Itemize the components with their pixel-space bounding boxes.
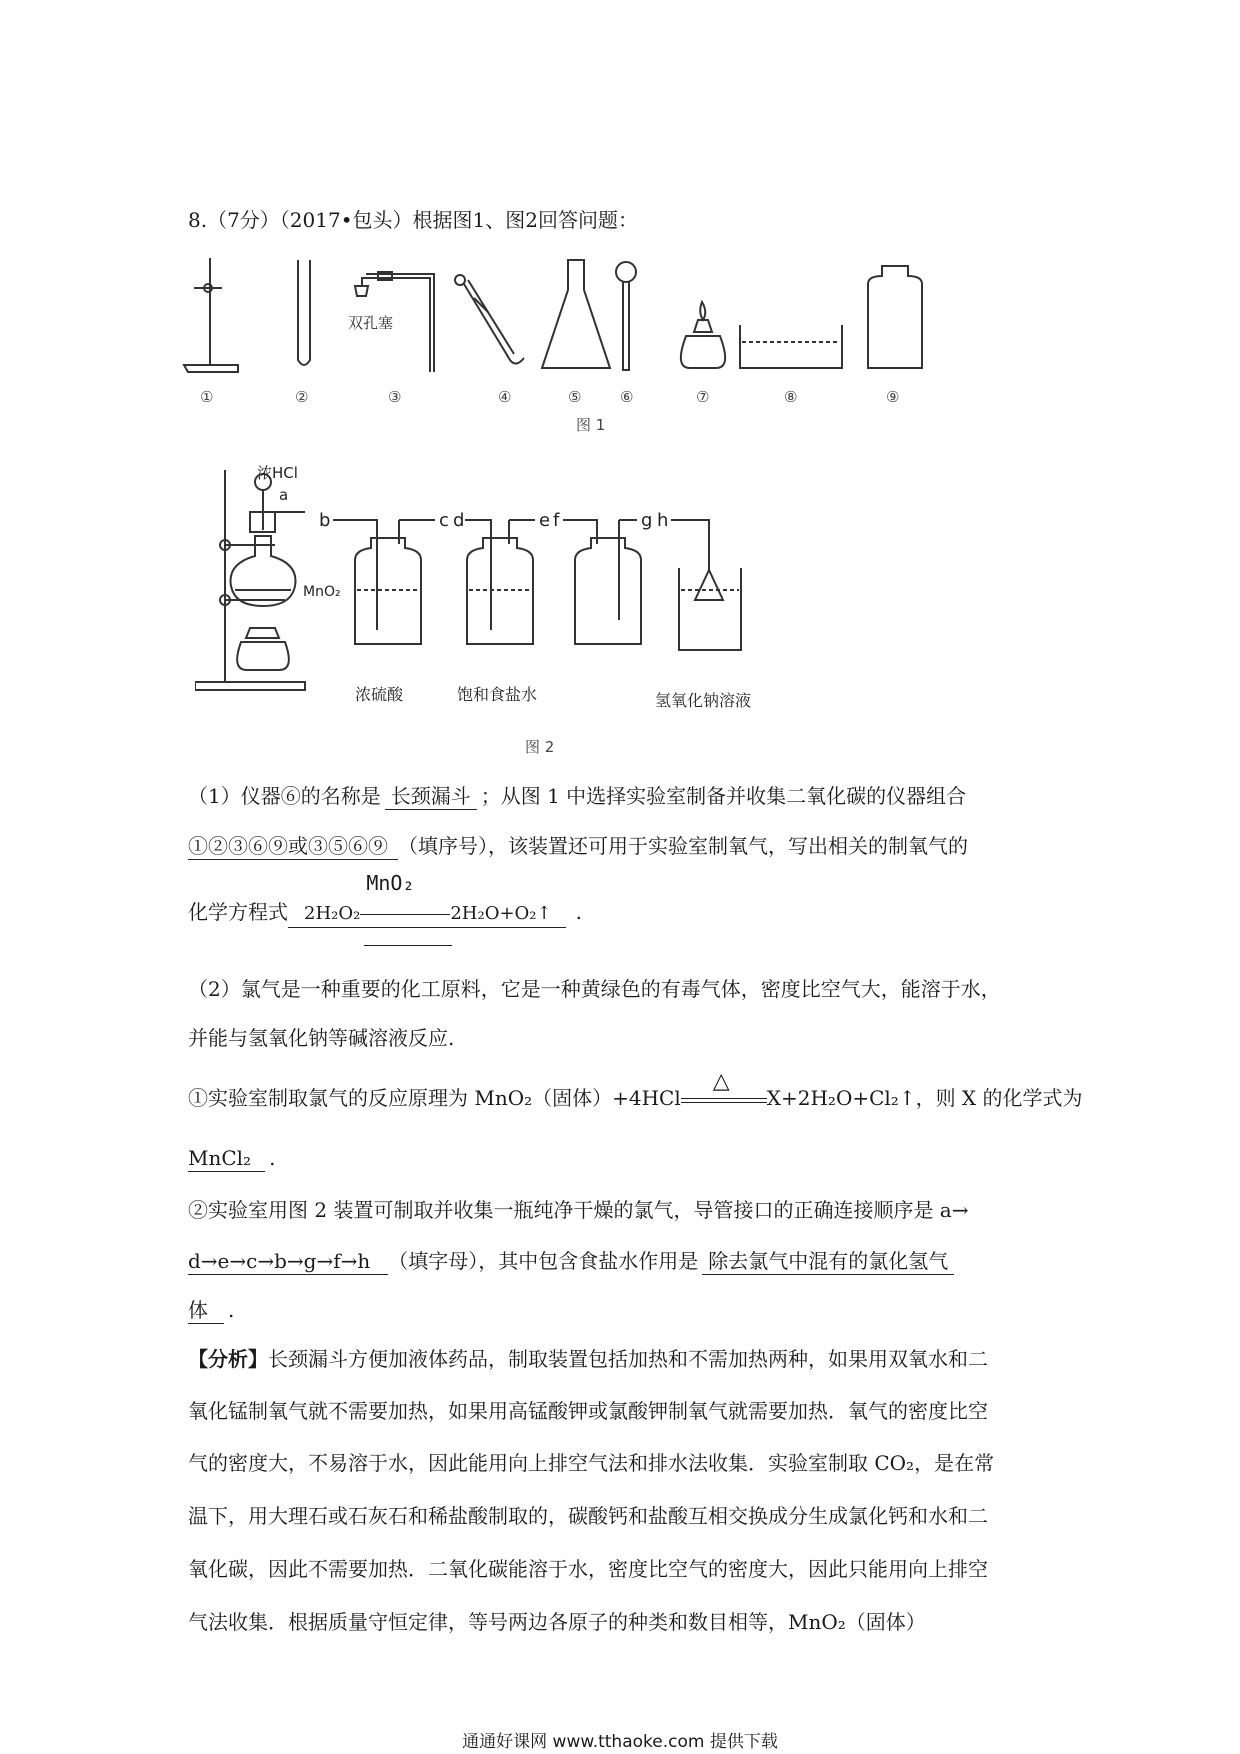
answer-equation: 2H₂O₂ MnO₂ 2H₂O+O₂↑ [288, 899, 566, 928]
saturated-brine-bottle-icon [465, 520, 535, 644]
fig1-number: ① [200, 388, 214, 406]
test-tube-icon [298, 260, 310, 365]
analysis-line6: 气法收集．根据质量守恒定律，等号两边各原子的种类和数目相等，MnO₂（固体） [188, 1610, 926, 1634]
figure-1-caption: 图 1 [576, 416, 606, 434]
port-label-b: b [319, 510, 331, 531]
answer-chemical-formula: MnCl₂ [188, 1145, 265, 1172]
heat-symbol: △ [712, 1068, 730, 1094]
conical-flask-icon [542, 260, 610, 368]
figure-1 [180, 250, 980, 440]
port-label-d: d [453, 510, 465, 531]
label-mno2: MnO₂ [303, 584, 341, 600]
label-conc-hcl: 浓HCl [257, 464, 298, 482]
conc-sulfuric-acid-bottle-icon [333, 520, 435, 644]
port-label-f: f [553, 510, 560, 531]
part2-line4: MnCl₂ . [188, 1146, 276, 1170]
fig1-number: ③ [388, 388, 402, 406]
fig1-number: ⑤ [568, 388, 582, 406]
label-naoh-solution: 氢氧化钠溶液 [655, 691, 752, 710]
part2-line2: 并能与氢氧化钠等碱溶液反应. [188, 1026, 455, 1050]
page-footer: 通通好课网 www.tthaoke.com 提供下载 [462, 1732, 778, 1752]
answer-connection-order: d→e→c→b→g→f→h [188, 1248, 388, 1275]
part2-line3: ①实验室制取氯气的反应原理为 MnO₂（固体）+4HCl △ X+2H₂O+Cl₂↑，则 X 的化学式为 [188, 1068, 1083, 1110]
figure-2-caption: 图 2 [525, 738, 555, 756]
analysis-line1: 【分析】长颈漏斗方便加液体药品，制取装置包括加热和不需加热两种，如果用双氧水和二 [188, 1347, 988, 1371]
answer-apparatus-combo: ①②③⑥⑨或③⑤⑥⑨ [188, 833, 398, 860]
stopper-label: 双孔塞 [348, 314, 394, 332]
gas-bottle-icon [868, 266, 922, 368]
answer-brine-purpose: 除去氯气中混有的氯化氢气 [702, 1248, 954, 1275]
label-saturated-brine: 饱和食盐水 [457, 685, 538, 704]
alcohol-lamp-icon [681, 302, 725, 368]
part1-line3: 化学方程式 2H₂O₂ MnO₂ 2H₂O+O₂↑ . [188, 898, 582, 928]
port-label-e: e [539, 510, 551, 531]
question-header: 8.（7分）（2017•包头）根据图1、图2回答问题： [188, 208, 638, 232]
figure-2 [195, 460, 875, 760]
sodium-hydroxide-beaker-icon [671, 520, 741, 650]
part2-line6: d→e→c→b→g→f→h （填字母），其中包含食盐水作用是 除去氯气中混有的氯化氢气 [188, 1247, 954, 1275]
port-label-c: c [439, 510, 449, 531]
fig1-number: ⑥ [620, 388, 634, 406]
fig1-number: ② [295, 388, 309, 406]
port-label-g: g [641, 510, 653, 531]
chlorine-generator-icon [195, 470, 305, 690]
water-trough-icon [740, 325, 842, 368]
equation-underline [364, 945, 452, 946]
fig1-number: ⑨ [886, 388, 900, 406]
long-neck-funnel-icon [616, 262, 636, 370]
analysis-line3: 气的密度大，不易溶于水，因此能用向上排空气法和排水法收集．实验室制取 CO₂，是在常 [188, 1451, 995, 1475]
port-label-a: a [279, 486, 289, 504]
label-conc-sulfuric: 浓硫酸 [355, 685, 404, 704]
fig1-number: ⑧ [784, 388, 798, 406]
part1-line1: （1）仪器⑥的名称是 长颈漏斗 ；从图 1 中选择实验室制备并收集二氧化碳的仪器组合 [188, 784, 967, 808]
port-label-h: h [657, 510, 669, 531]
part1-line2: ①②③⑥⑨或③⑤⑥⑨ （填序号），该装置还可用于实验室制氧气，写出相关的制氧气的 [188, 834, 968, 858]
collecting-bottle-icon [563, 520, 641, 644]
part2-line1: （2）氯气是一种重要的化工原料，它是一种黄绿色的有毒气体，密度比空气大，能溶于水， [188, 977, 1001, 1001]
analysis-line4: 温下，用大理石或石灰石和稀盐酸制取的，碳酸钙和盐酸互相交换成分生成氯化钙和水和二 [188, 1504, 988, 1528]
catalyst-mno2: MnO₂ [366, 870, 415, 895]
iron-stand-icon [184, 258, 238, 372]
bent-tube-with-hose-icon [455, 275, 524, 364]
part2-line7: 体 . [188, 1298, 235, 1322]
analysis-line5: 氧化碳，因此不需要加热．二氧化碳能溶于水，密度比空气的密度大，因此只能用向上排空 [188, 1557, 988, 1581]
fig1-number: ⑦ [696, 388, 710, 406]
answer-instrument-name: 长颈漏斗 [385, 783, 477, 810]
analysis-line2: 氧化锰制氧气就不需要加热，如果用高锰酸钾或氯酸钾制氧气就需要加热．氧气的密度比空 [188, 1399, 988, 1423]
part2-line5: ②实验室用图 2 装置可制取并收集一瓶纯净干燥的氯气，导管接口的正确连接顺序是 a→ [188, 1198, 969, 1222]
fig1-number: ④ [498, 388, 512, 406]
analysis-tag: 【分析】 [188, 1347, 268, 1371]
